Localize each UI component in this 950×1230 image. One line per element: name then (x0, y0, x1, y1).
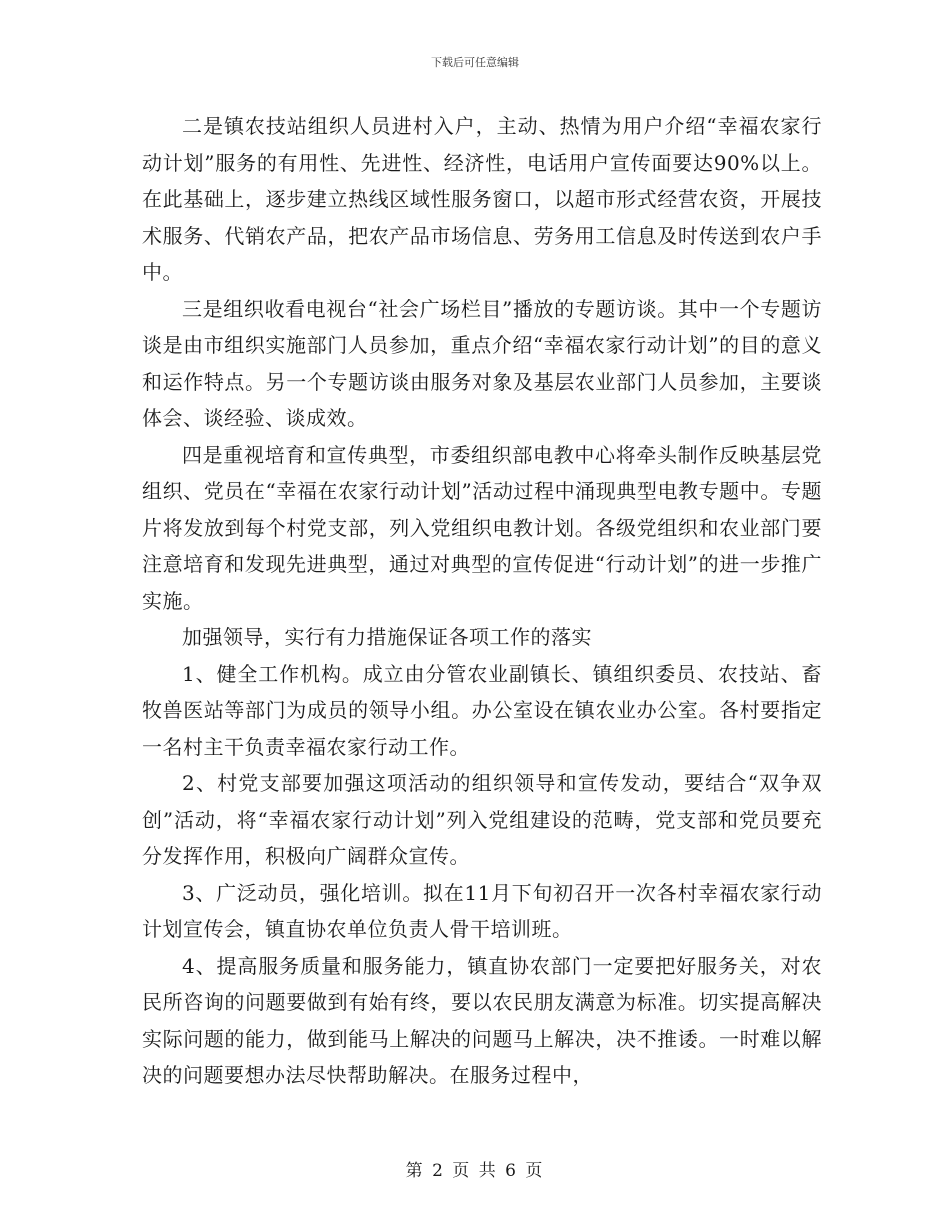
paragraph-item-2: 2、村党支部要加强这项活动的组织领导和宣传发动，要结合“双争双创”活动，将“幸福农家行动计划”列入党组建设的范畴，党支部和党员要充分发挥作用，积极向广阔群众宣传。 (142, 771, 822, 868)
paragraph-3: 四是重视培育和宣传典型，市委组织部电教中心将牵头制作反映基层党组织、党员在“幸福在农家行动计划”活动过程中涌现典型电教专题中。专题片将发放到每个村党支部，列入党组织电教计划。各级党组织和农业部门要注意培育和发现先进典型，通过对典型的宣传促进“行动计划”的进一步推广实施。 (142, 442, 822, 613)
paragraph-item-3: 3、广泛动员，强化培训。拟在11月下旬初召开一次各村幸福农家行动计划宣传会，镇直协农单位负责人骨干培训班。 (142, 880, 822, 941)
paragraph-2: 三是组织收看电视台“社会广场栏目”播放的专题访谈。其中一个专题访谈是由市组织实施部门人员参加，重点介绍“幸福农家行动计划”的目的意义和运作特点。另一个专题访谈由服务对象及基层农业部门人员参加，主要谈体会、谈经验、谈成效。 (142, 296, 822, 430)
paragraph-item-4: 4、提高服务质量和服务能力，镇直协农部门一定要把好服务关，对农民所咨询的问题要做到有始有终，要以农民朋友满意为标准。切实提高解决实际问题的能力，做到能马上解决的问题马上解决，决不推诿。一时难以解决的问题要想办法尽快帮助解决。在服务过程中， (142, 953, 822, 1087)
document-body (142, 108, 822, 1094)
section-heading: 加强领导，实行有力措施保证各项工作的落实 (182, 625, 592, 649)
page-header-note: 下载后可任意编辑 (431, 56, 519, 69)
page-number: 第 2 页 共 6 页 (405, 1161, 545, 1181)
paragraph-item-1: 1、健全工作机构。成立由分管农业副镇长、镇组织委员、农技站、畜牧兽医站等部门为成员的领导小组。办公室设在镇农业办公室。各村要指定一名村主干负责幸福农家行动工作。 (142, 661, 822, 759)
paragraph-1: 二是镇农技站组织人员进村入户，主动、热情为用户介绍“幸福农家行动计划”服务的有用性、先进性、经济性，电话用户宣传面要达90%以上。在此基础上，逐步建立热线区域性服务窗口，以超市形式经营农资，开展技术服务、代销农产品，把农产品市场信息、劳务用工信息及时传送到农户手中。 (142, 114, 822, 284)
